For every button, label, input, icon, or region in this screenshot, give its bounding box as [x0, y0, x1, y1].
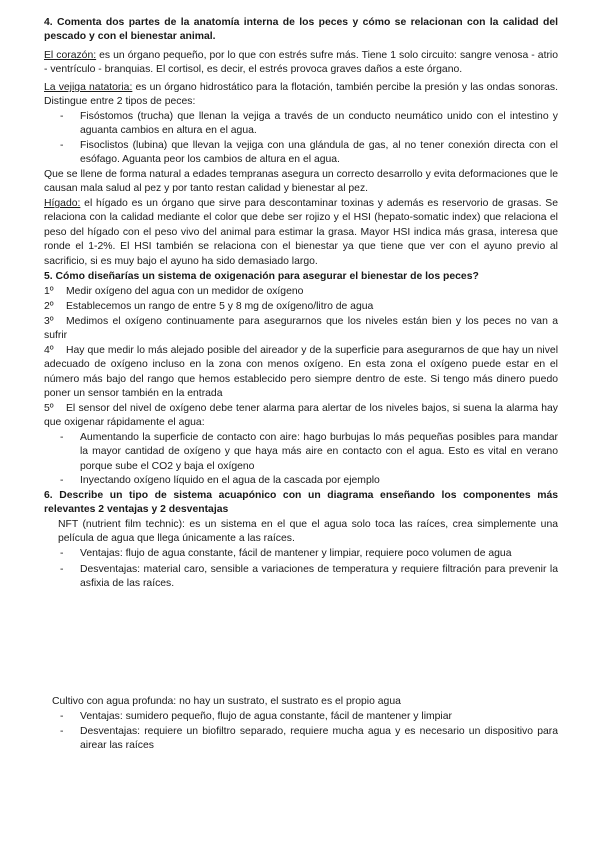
- dwc-advantages: Ventajas: sumidero pequeño, flujo de agua constante, fácil de mantener y limpiar: [80, 711, 452, 722]
- heart-paragraph: [44, 49, 558, 78]
- liver-text: el hígado es un órgano que sirve para descontaminar toxinas y además es reservorio de grasas. Se relaciona con la calidad mediante el color que debe ser rojizo y el HSI (hepato-somatic index) que relaciona el peso del hígado con el peso vivo del animal para estimar la grasa. Mayor HSI indica más grasa, interesa que ronde el 1-2%. El HSI también se relaciona con el bienestar ya que tiene que ver con el ayuno previo al sacrificio, si es muy bajo el ayuno ha sido demasiado largo.: [44, 198, 558, 267]
- bladder-note: Que se llene de forma natural a edades tempranas asegura un correcto desarrollo y evita deformaciones que le causan mala salud al pez y por tanto restan calidad y bienestar al pez.: [44, 169, 558, 195]
- list-item: [60, 563, 558, 592]
- oxygen-bullet-liquid: Inyectando oxígeno líquido en el agua de la cascada por ejemplo: [80, 475, 380, 486]
- step-number: 1º: [44, 286, 54, 297]
- step-text: Medimos el oxígeno continuamente para asegurarnos que los niveles están bien y los peces no van a sufrir: [44, 316, 558, 342]
- nft-disadvantages: Desventajas: material caro, sensible a variaciones de temperatura y requiere filtración para prevenir la asfixia de las raíces.: [80, 564, 558, 590]
- list-item: [60, 139, 558, 168]
- step-number: 4º: [44, 345, 54, 356]
- oxygen-step-1: [44, 285, 558, 299]
- step-text: Hay que medir lo más alejado posible del aireador y de la superficie para asegurarnos de que hay un nivel adecuado de oxígeno incluso en la zona con menos oxígeno. En esta zona el oxígeno puede estar en el número más bajo del rango que hemos establecido pero siempre dentro de este. Si tengo más dinero puedo poner un sensor también en la entrada: [44, 345, 558, 400]
- list-item: [60, 547, 558, 561]
- list-item: [60, 710, 558, 724]
- step-text: Medir oxígeno del agua con un medidor de oxígeno: [66, 286, 304, 297]
- list-item: [60, 474, 558, 488]
- section4-heading: 4. Comenta dos partes de la anatomía interna de los peces y cómo se relacionan con la calidad del pescado y con el bienestar animal.: [44, 17, 558, 43]
- step-number: 2º: [44, 301, 54, 312]
- bladder-text: es un órgano hidrostático para la flotación, también percibe la presión y las ondas sonoras. Distingue entre 2 tipos de peces:: [44, 82, 558, 108]
- list-item: [60, 431, 558, 474]
- nft-advantages: Ventajas: flujo de agua constante, fácil de mantener y limpiar, requiere poco volumen de agua: [80, 548, 512, 559]
- bullet-dash: -: [60, 475, 64, 486]
- oxygen-bullet-surface: Aumentando la superficie de contacto con aire: hago burbujas lo más pequeñas posibles para mandar la mayor cantidad de oxígeno y que haya más aire en contacto con el agua. Esto es vital en verano porque sube el CO2 y baja el oxígeno: [80, 432, 558, 472]
- bullet-dash: -: [60, 548, 64, 559]
- bladder-term: La vejiga natatoria:: [44, 82, 133, 93]
- step-number: 3º: [44, 316, 54, 327]
- oxygen-step-4: [44, 344, 558, 402]
- bladder-bullet-physostomes: Fisóstomos (trucha) que llenan la vejiga a través de un conducto neumático unido con el intestino y aguanta cambios en altura en el agua.: [80, 111, 558, 137]
- bullet-dash: -: [60, 711, 64, 722]
- oxygen-step-3: [44, 315, 558, 344]
- step-text: El sensor del nivel de oxígeno debe tener alarma para alertar de los niveles bajos, si suena la alarma hay que oxigenar rápidamente el agua:: [44, 403, 558, 429]
- dwc-disadvantages: Desventajas: requiere un biofiltro separado, requiere mucha agua y es necesario un dispositivo para airear las raíces: [80, 726, 558, 752]
- liver-paragraph: [44, 197, 558, 269]
- bladder-bullet-physoclists: Fisoclistos (lubina) que llevan la vejiga con una glándula de gas, al no tener conexión directa con el esófago. Aguanta peor los cambios de altura en el agua.: [80, 140, 558, 166]
- dwc-paragraph: Cultivo con agua profunda: no hay un sustrato, el sustrato es el propio agua: [52, 696, 401, 707]
- list-item: [60, 725, 558, 754]
- heart-term: El corazón:: [44, 50, 97, 61]
- nft-paragraph: NFT (nutrient film technic): es un sistema en el que el agua solo toca las raíces, crea simplemente una película de agua que llega únicamente a las raíces.: [58, 519, 558, 545]
- oxygen-step-5: [44, 402, 558, 431]
- heart-text: es un órgano pequeño, por lo que con estrés sufre más. Tiene 1 solo circuito: sangre venosa - atrio - ventrículo - branquias. El cortisol, es decir, el estrés provoca graves daños a este órgano.: [44, 50, 558, 76]
- bullet-dash: -: [60, 726, 64, 737]
- liver-term: Hígado:: [44, 198, 81, 209]
- oxygen-step-2: [44, 300, 558, 314]
- section6-heading: 6. Describe un tipo de sistema acuapónico con un diagrama enseñando los componentes más relevantes 2 ventajas y 2 desventajas: [44, 490, 558, 516]
- bladder-paragraph: [44, 81, 558, 110]
- step-text: Establecemos un rango de entre 5 y 8 mg de oxígeno/litro de agua: [66, 301, 374, 312]
- bullet-dash: -: [60, 432, 64, 443]
- bullet-dash: -: [60, 140, 64, 151]
- bullet-dash: -: [60, 564, 64, 575]
- bullet-dash: -: [60, 111, 64, 122]
- list-item: [60, 110, 558, 139]
- section5-heading: 5. Cómo diseñarías un sistema de oxigenación para asegurar el bienestar de los peces?: [44, 271, 479, 282]
- step-number: 5º: [44, 403, 54, 414]
